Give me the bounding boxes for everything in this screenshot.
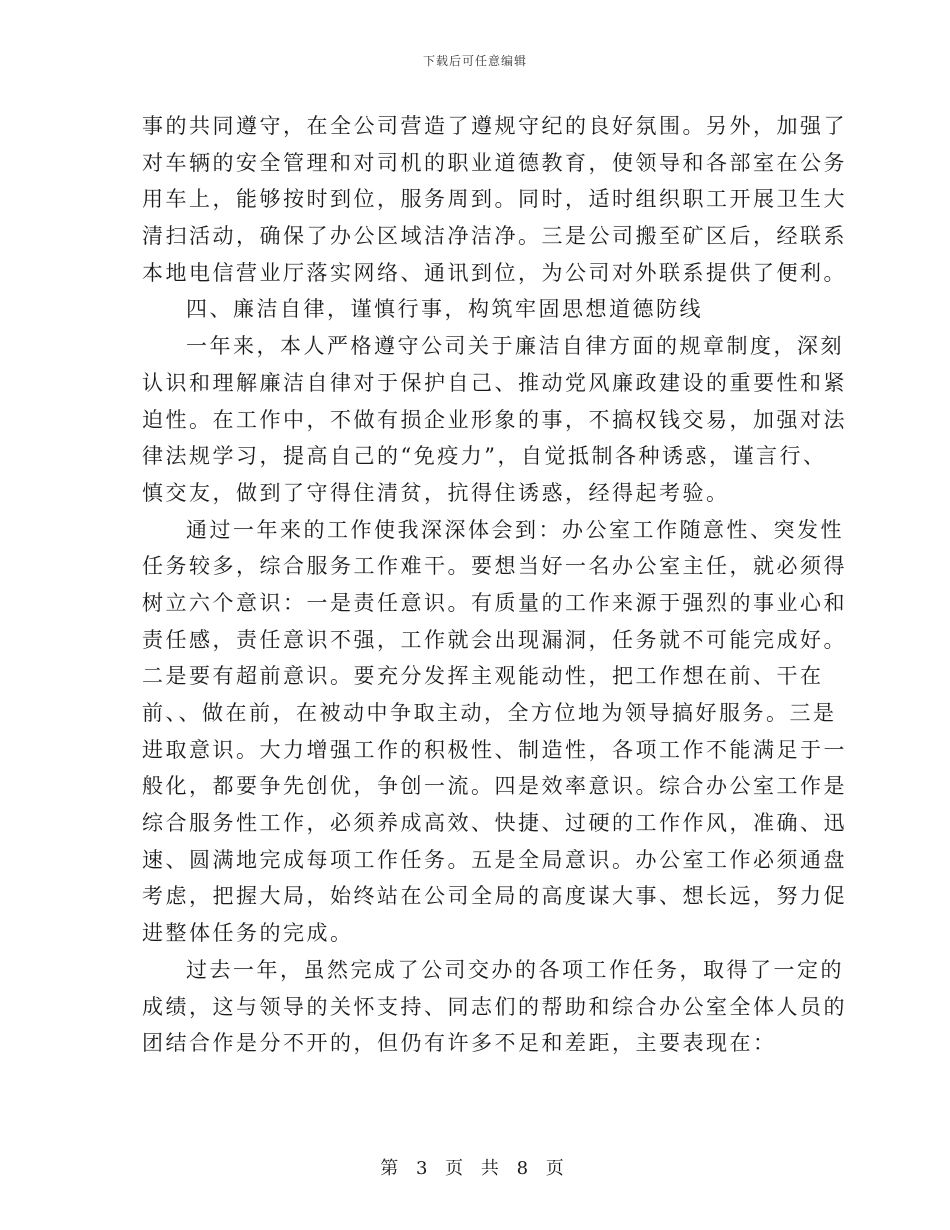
section-heading: 四、廉洁自律，谨慎行事，构筑牢固思想道德防线 [186,297,703,322]
body-text-line: 迫性。在工作中，不做有损企业形象的事，不搞权钱交易，加强对法 [142,407,847,432]
body-text-line: 慎交友，做到了守得住清贫，抗得住诱惑，经得起考验。 [142,480,730,505]
body-text-line: 责任感，责任意识不强，工作就会出现漏洞，任务就不可能完成好。 [142,627,847,652]
body-text-line: 本地电信营业厅落实网络、通讯到位，为公司对外联系提供了便利。 [142,260,847,285]
body-text-line: 对车辆的安全管理和对司机的职业道德教育，使领导和各部室在公务 [142,150,847,175]
page-header: 下载后可任意编辑 [422,54,527,68]
body-text-line: 速、圆满地完成每项工作任务。五是全局意识。办公室工作必须通盘 [142,847,847,872]
body-text-line: 成绩，这与领导的关怀支持、同志们的帮助和综合办公室全体人员的 [142,994,847,1019]
body-text-line: 认识和理解廉洁自律对于保护自己、推动党风廉政建设的重要性和紧 [142,370,847,395]
body-text-line: 般化，都要争先创优，争创一流。四是效率意识。综合办公室工作是 [142,774,847,799]
body-text-line: 进整体任务的完成。 [142,921,354,946]
body-text-line: 过去一年，虽然完成了公司交办的各项工作任务，取得了一定的 [186,957,844,982]
body-text-line: 任务较多，综合服务工作难干。要想当好一名办公室主任，就必须得 [142,554,847,579]
body-text-line: 进取意识。大力增强工作的积极性、制造性，各项工作不能满足于一 [142,737,847,762]
document-body [142,108,847,1062]
body-text-line: 树立六个意识：一是责任意识。有质量的工作来源于强烈的事业心和 [142,590,847,615]
body-text-line: 考虑，把握大局，始终站在公司全局的高度谋大事、想长远，努力促 [142,884,847,909]
body-text-line: 事的共同遵守，在全公司营造了遵规守纪的良好氛围。另外，加强了 [142,114,847,138]
body-text-line: 清扫活动，确保了办公区域洁净洁净。三是公司搬至矿区后，经联系 [142,224,847,249]
body-text-line: 一年来，本人严格遵守公司关于廉洁自律方面的规章制度，深刻 [186,334,844,359]
body-text-line: 律法规学习，提高自己的“免疫力”，自觉抵制各种诱惑，谨言行、 [142,444,827,469]
body-text-line: 通过一年来的工作使我深深体会到：办公室工作随意性、突发性 [186,517,844,542]
body-text-line: 前、、做在前，在被动中争取主动，全方位地为领导搞好服务。三是 [142,701,837,725]
body-text-line: 团结合作是分不开的，但仍有许多不足和差距，主要表现在： [142,1031,777,1056]
page-number-footer: 第 3 页 共 8 页 [380,1158,570,1179]
body-text-line: 用车上，能够按时到位，服务周到。同时，适时组织职工开展卫生大 [142,187,847,212]
body-text-line: 二是要有超前意识。要充分发挥主观能动性，把工作想在前、干在 [142,664,824,689]
body-text-line: 综合服务性工作，必须养成高效、快捷、过硬的工作作风，准确、迅 [142,811,847,836]
